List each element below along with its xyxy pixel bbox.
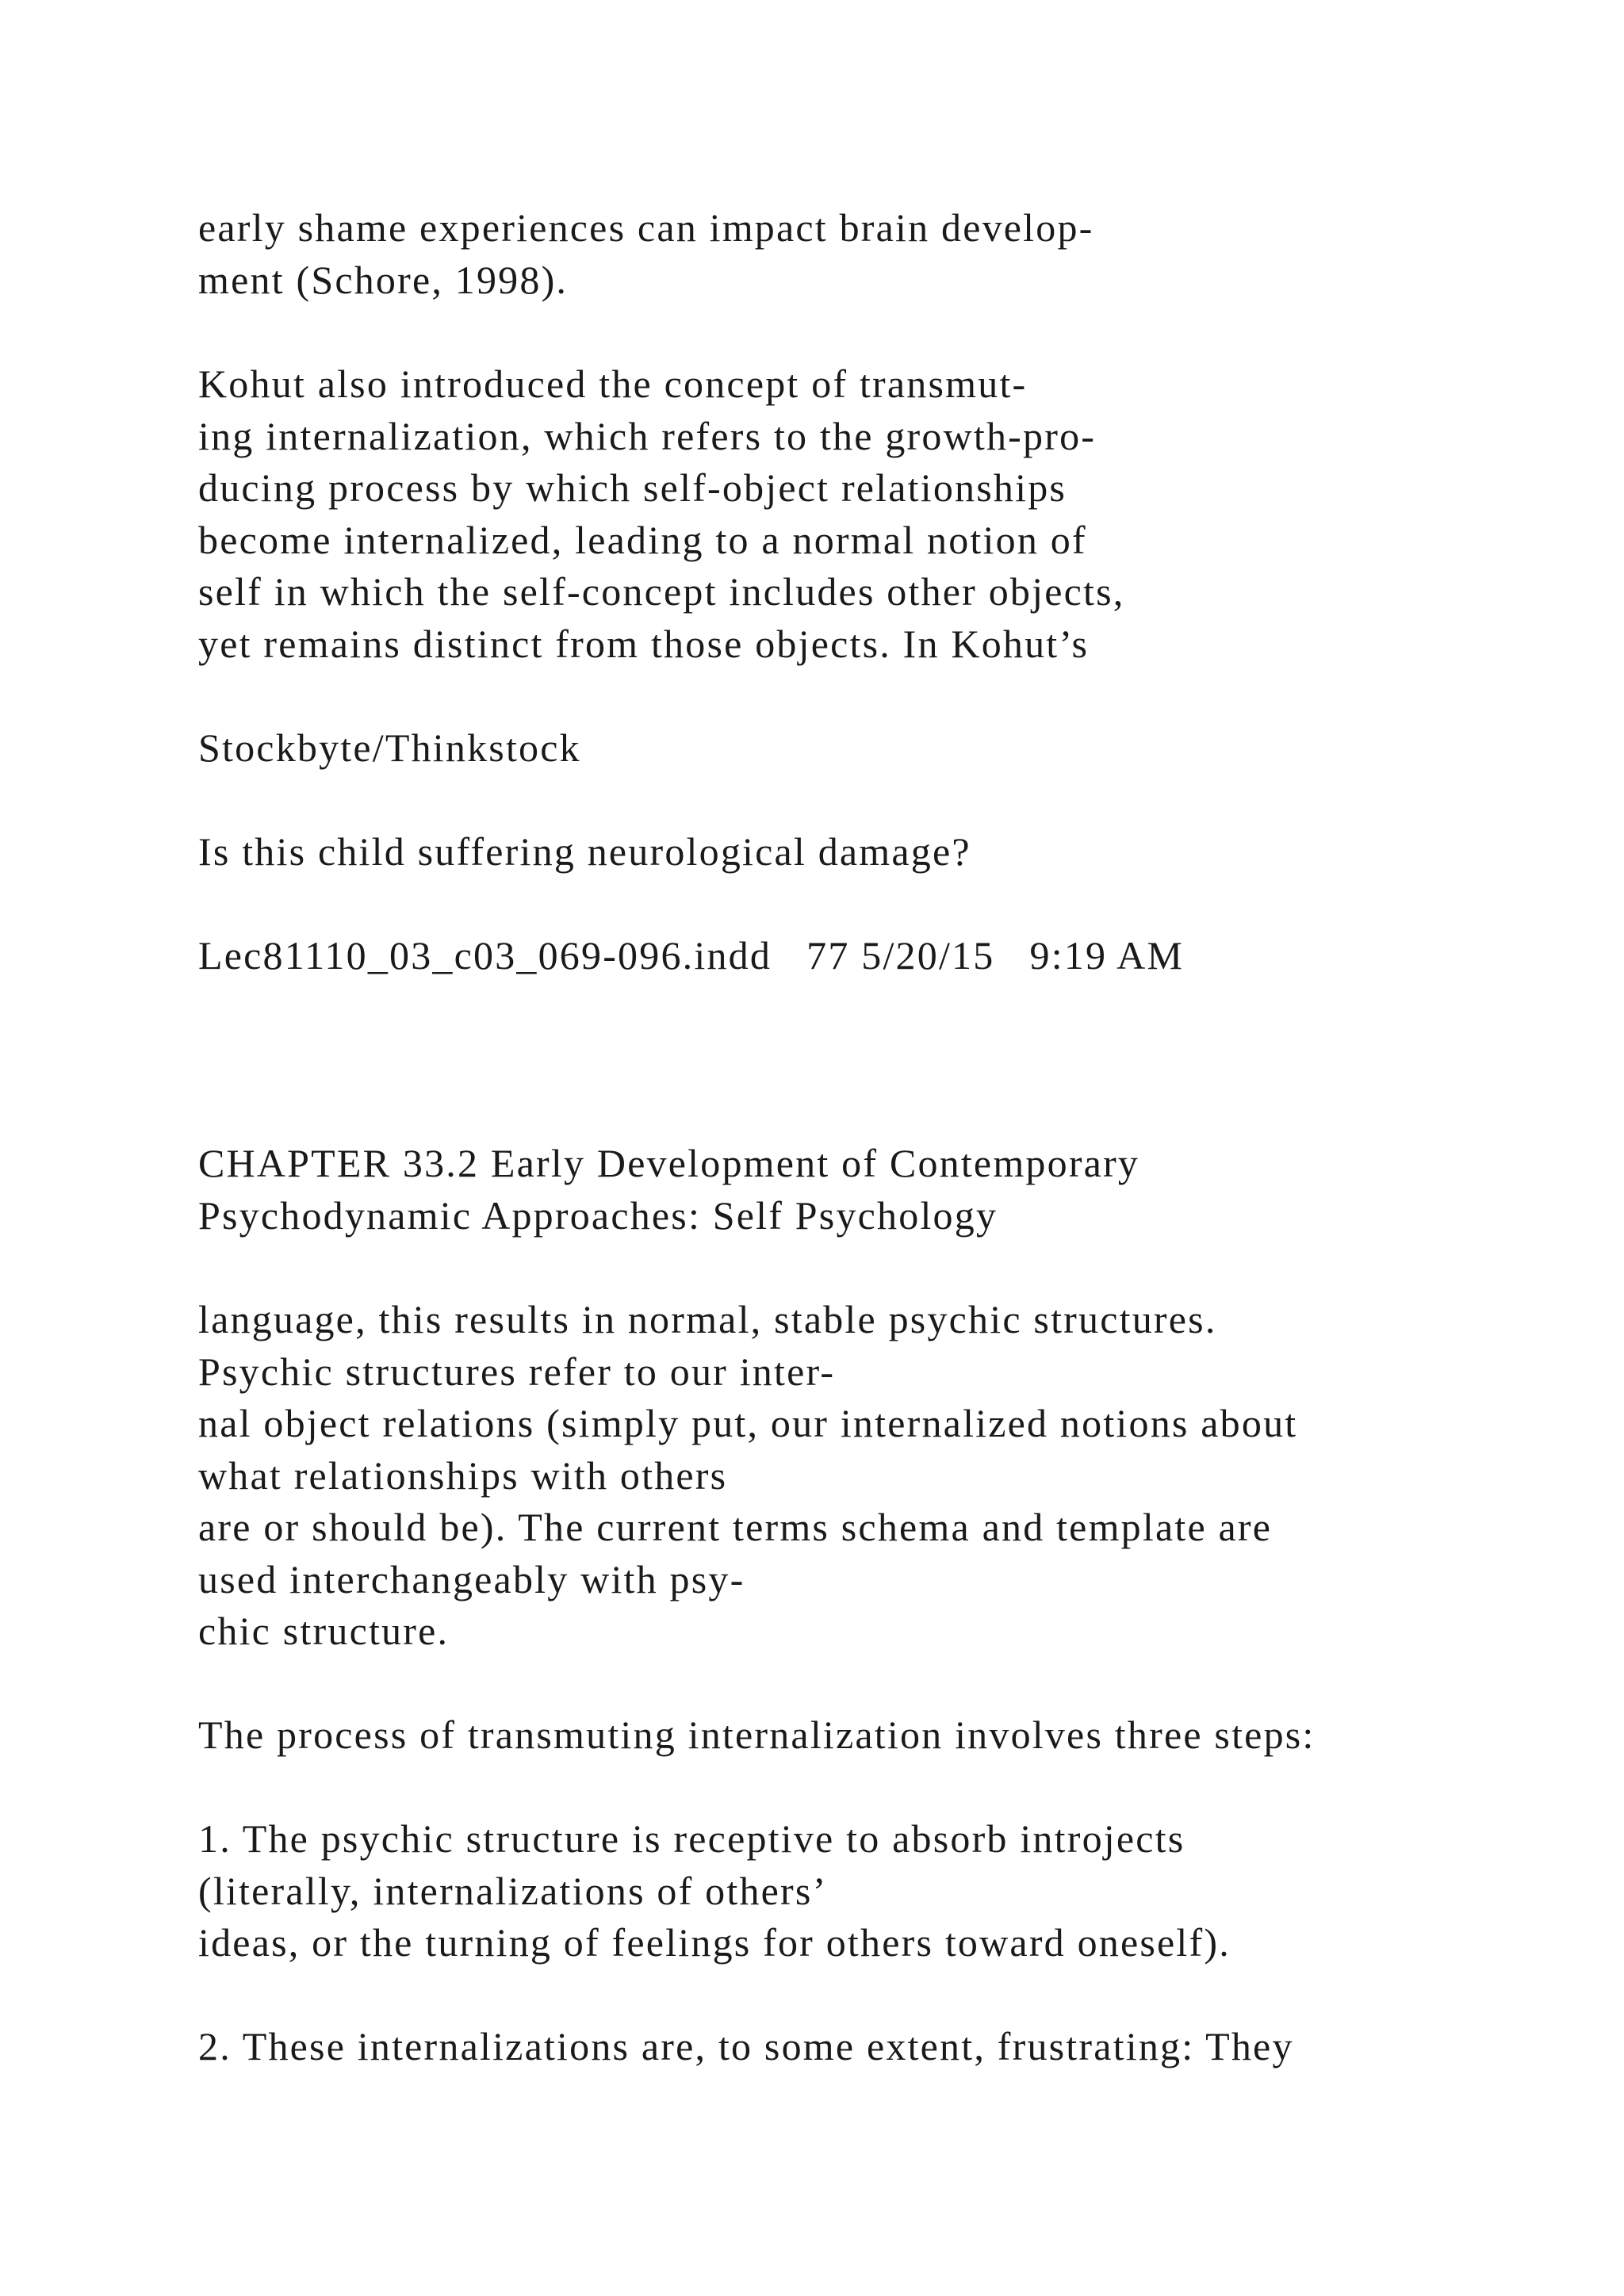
text-line: are or should be). The current terms schema and template are bbox=[198, 1505, 1273, 1549]
text-line: The process of transmuting internalization involves three steps: bbox=[198, 1712, 1316, 1757]
chapter-heading: Psychodynamic Approaches: Self Psychology bbox=[198, 1193, 998, 1238]
text-line: chic structure. bbox=[198, 1609, 450, 1653]
text-line: ducing process by which self-object relationships bbox=[198, 465, 1067, 510]
list-item: 2. These internalizations are, to some extent, frustrating: They bbox=[198, 2024, 1294, 2068]
text-line: ing internalization, which refers to the growth-pro- bbox=[198, 414, 1097, 458]
text-line: ment (Schore, 1998). bbox=[198, 258, 569, 302]
text-line: nal object relations (simply put, our internalized notions about bbox=[198, 1401, 1298, 1445]
text-line: self in which the self-concept includes other objects, bbox=[198, 569, 1125, 614]
image-credit: Stockbyte/Thinkstock bbox=[198, 725, 581, 770]
list-item: (literally, internalizations of others’ bbox=[198, 1869, 828, 1913]
file-footer: Lec81110_03_c03_069-096.indd 77 5/20/15 9:19 AM bbox=[198, 933, 1185, 978]
text-line: used interchangeably with psy- bbox=[198, 1557, 745, 1601]
text-line: what relationships with others bbox=[198, 1453, 728, 1498]
text-line: early shame experiences can impact brain develop- bbox=[198, 205, 1094, 250]
list-item: ideas, or the turning of feelings for others toward oneself). bbox=[198, 1920, 1231, 1965]
text-line: become internalized, leading to a normal notion of bbox=[198, 518, 1087, 562]
text-line: Psychic structures refer to our inter- bbox=[198, 1349, 836, 1394]
image-caption: Is this child suffering neurological damage? bbox=[198, 829, 971, 874]
text-line: yet remains distinct from those objects. In Kohut’s bbox=[198, 622, 1090, 666]
chapter-heading: CHAPTER 33.2 Early Development of Contemporary bbox=[198, 1141, 1140, 1185]
text-line: language, this results in normal, stable psychic structures. bbox=[198, 1297, 1217, 1341]
text-line: Kohut also introduced the concept of transmut- bbox=[198, 362, 1028, 406]
list-item: 1. The psychic structure is receptive to absorb introjects bbox=[198, 1816, 1185, 1861]
